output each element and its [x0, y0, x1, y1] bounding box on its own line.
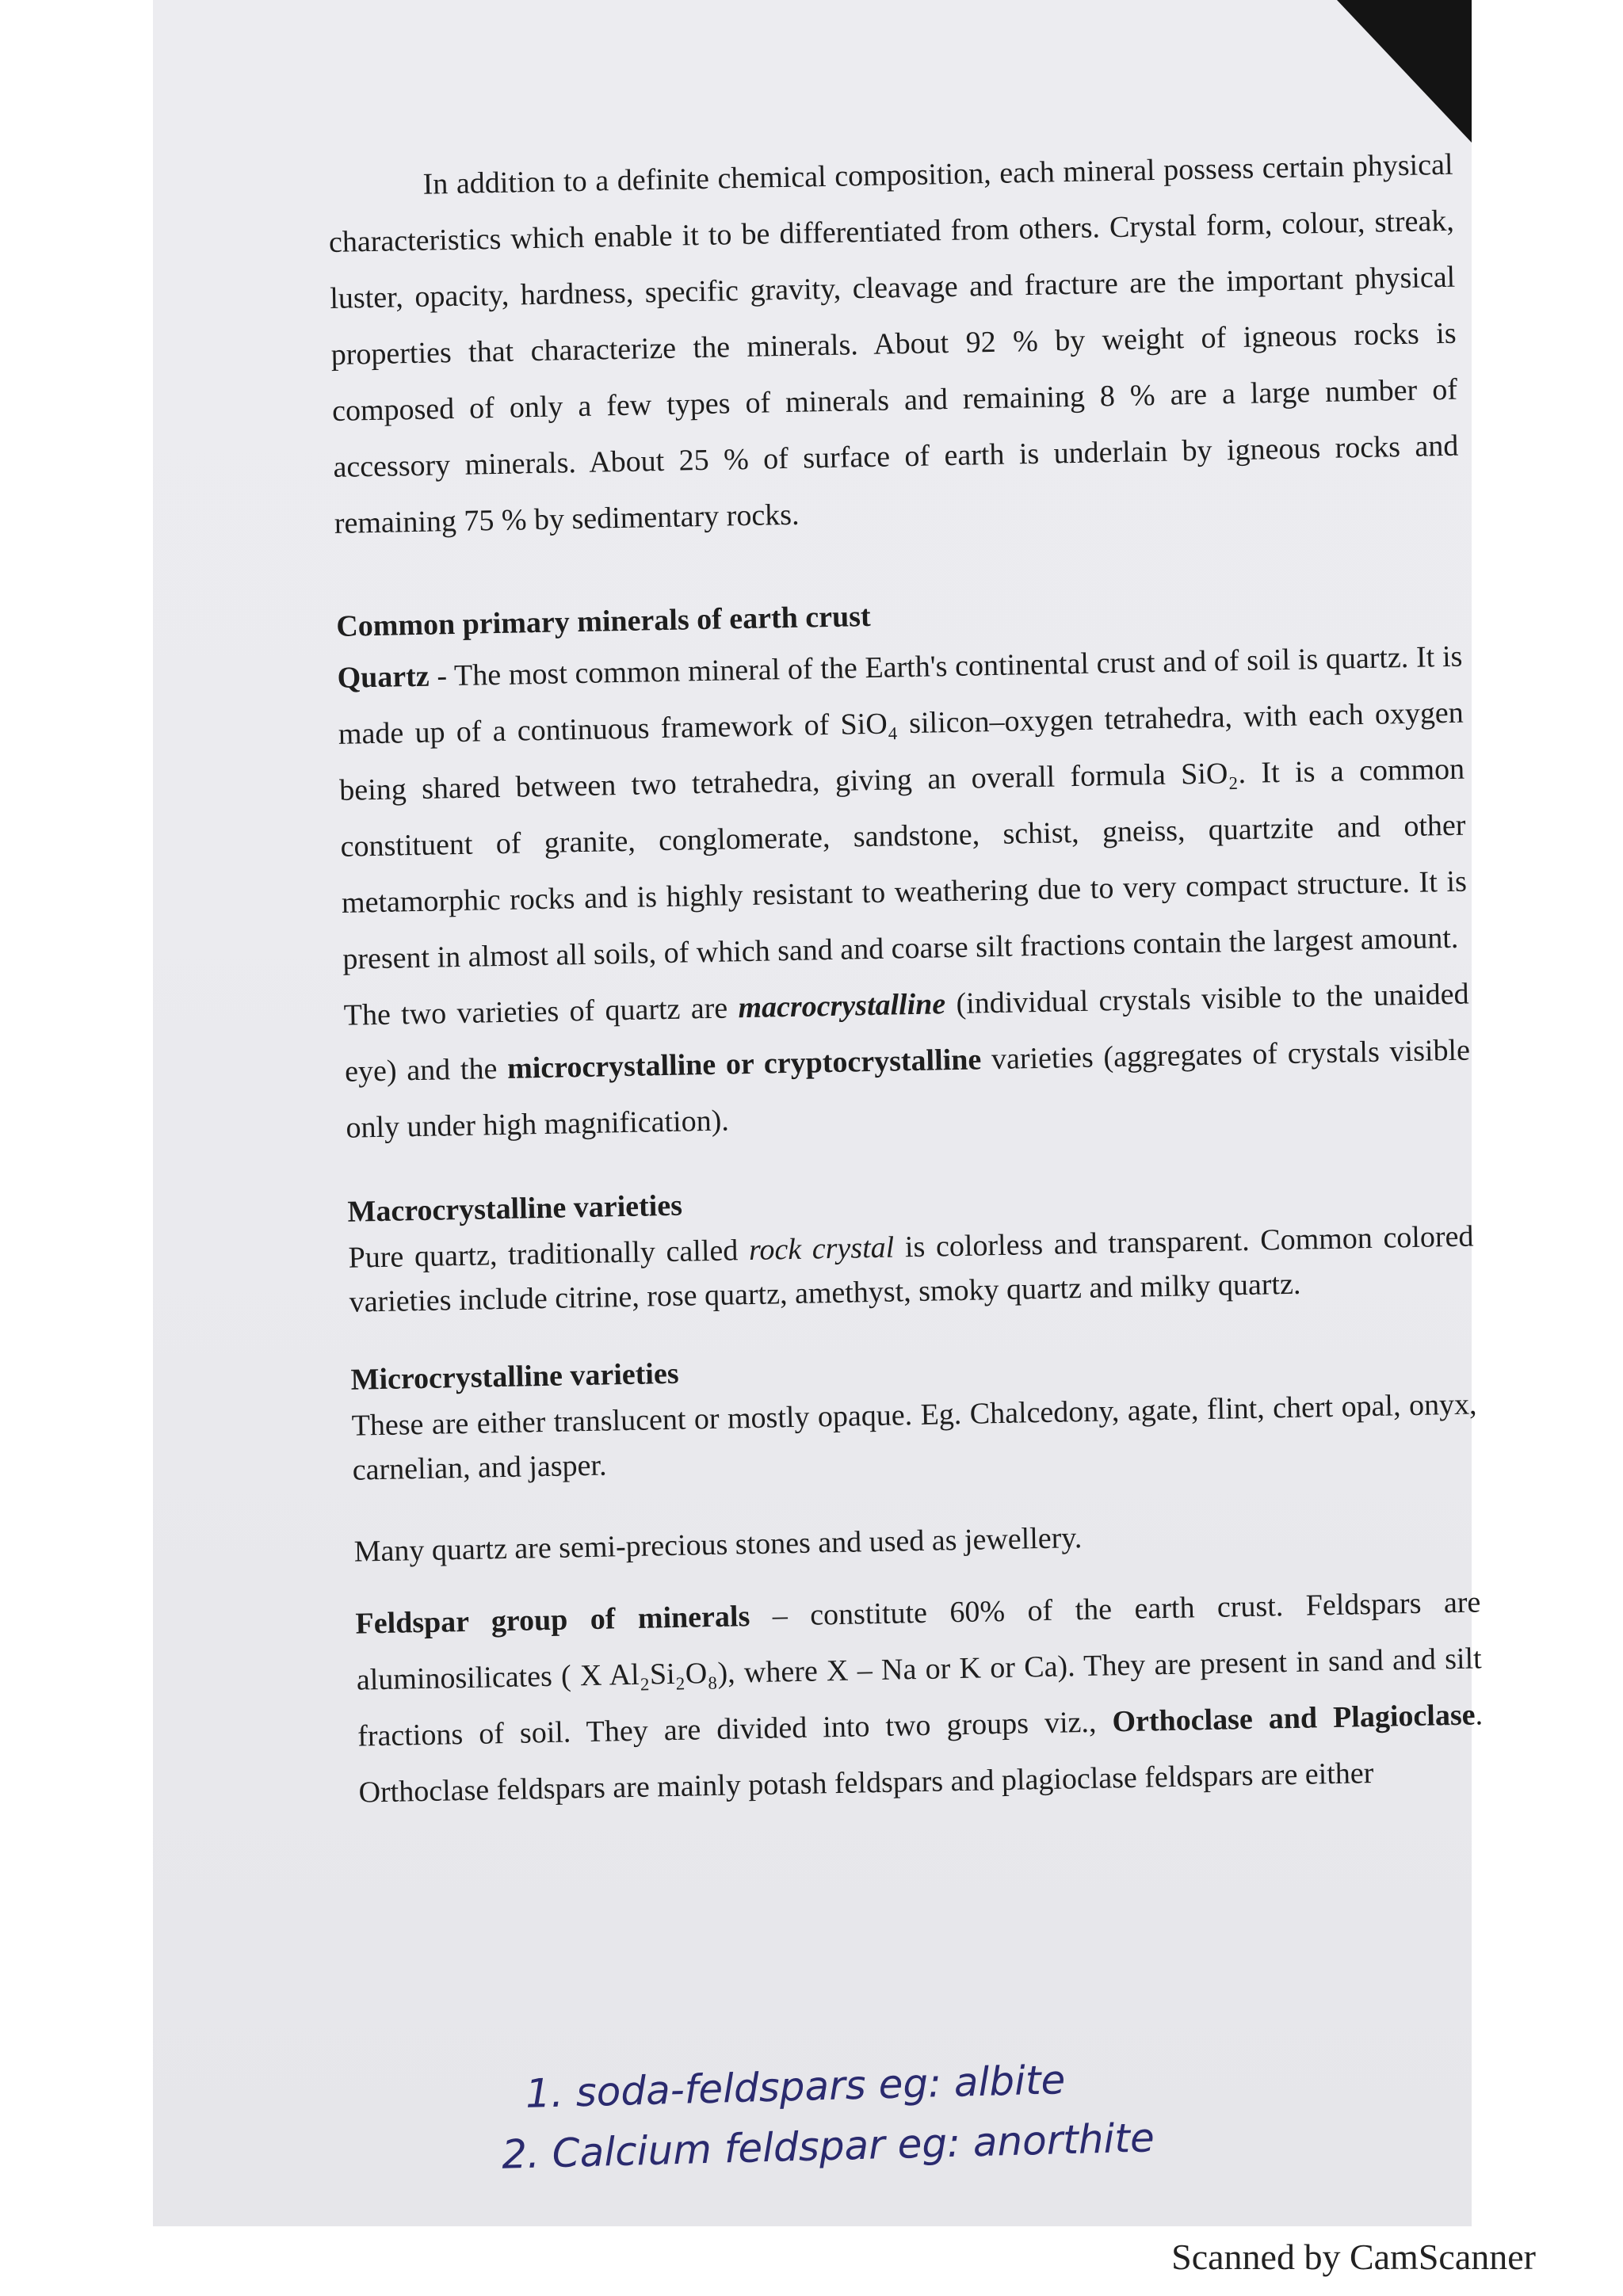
macrocrystalline-term: macrocrystalline: [738, 987, 946, 1025]
quartz-varieties-paragraph: [343, 967, 1472, 1157]
macrocrystalline-note: (individual crystals visible to the unaided eye) and the: [344, 977, 1469, 1089]
microcrystalline-heading: Microcrystalline varieties: [350, 1356, 679, 1397]
jewellery-paragraph: Many quartz are semi-precious stones and used as jewellery.: [353, 1521, 1083, 1569]
handwritten-note-1: 1. soda-feldspars eg: albite: [525, 2057, 1067, 2117]
rock-crystal-term: rock crystal: [748, 1230, 895, 1268]
macrocrystalline-heading: Macrocrystalline varieties: [347, 1188, 683, 1229]
intro-paragraph: In addition to a definite chemical composition, each mineral possess certain physical characteristics which enable it to be differentiated from others. Crystal form, colour, streak, luster, opacity, hardness, specific gravity, cleavage and fracture are the important physical properties that characterize the minerals. About 92 % by weight of igneous rocks is composed of only a few types of minerals and remaining 8 % are a large number of accessory minerals. About 25 % of surface of earth is underlain by igneous rocks and remaining 75 % by sedimentary rocks.: [328, 147, 1459, 540]
handwritten-note-2: 2. Calcium feldspar eg: anorthite: [501, 2115, 1155, 2178]
macro-text-post: is colorless and transparent. Common colored varieties include citrine, rose quartz, amethyst, smoky quartz and milky quartz.: [349, 1219, 1474, 1319]
scanned-page: [153, 0, 1484, 2226]
quartz-term: Quartz: [337, 659, 430, 695]
varieties-intro: The two varieties of quartz are: [343, 991, 739, 1032]
scanner-watermark: Scanned by CamScanner: [1171, 2237, 1536, 2277]
feldspar-text-2: . Orthoclase feldspars are mainly potash feldspars and plagioclase feldspars are either: [358, 1698, 1484, 1810]
feldspar-text-1: – constitute 60% of the earth crust. Feldspars are aluminosilicates ( X Al₂Si₂O₈), where X – Na or K or Ca). They are present in sand and silt fractions of soil. They are divided into two groups viz.,: [356, 1585, 1483, 1753]
feldspar-paragraph: [355, 1574, 1484, 1821]
macro-text-pre: Pure quartz, traditionally called: [348, 1234, 750, 1275]
primary-minerals-heading: Common primary minerals of earth crust: [335, 599, 871, 643]
page-content: [327, 137, 1484, 1821]
feldspar-term: Feldspar group of minerals: [355, 1600, 750, 1641]
microcrystalline-note: varieties (aggregates of crystals visible only under high magnification).: [346, 1033, 1471, 1145]
microcrystalline-paragraph: These are either translucent or mostly opaque. Eg. Chalcedony, agate, flint, chert opal, onyx, carnelian, and jasper.: [351, 1387, 1477, 1487]
plagioclase-term: Plagioclase: [1332, 1698, 1476, 1734]
folded-corner: [1337, 0, 1472, 143]
quartz-paragraph: [337, 629, 1468, 988]
quartz-description: - The most common mineral of the Earth's continental crust and of soil is quartz. It is made up of a continuous framework of SiO₄ silicon–oxygen tetrahedra, with each oxygen being shared between two tetrahedra, giving an overall formula SiO₂. It is a common constituent of granite, conglomerate, sandstone, schist, gneiss, quartzite and other metamorphic rocks and is highly resistant to weathering due to very compact structure. It is present in almost all soils, of which sand and coarse silt fractions contain the largest amount.: [338, 639, 1468, 976]
microcrystalline-term: microcrystalline or cryptocrystalline: [506, 1043, 982, 1085]
orthoclase-term: Orthoclase and: [1112, 1701, 1318, 1739]
